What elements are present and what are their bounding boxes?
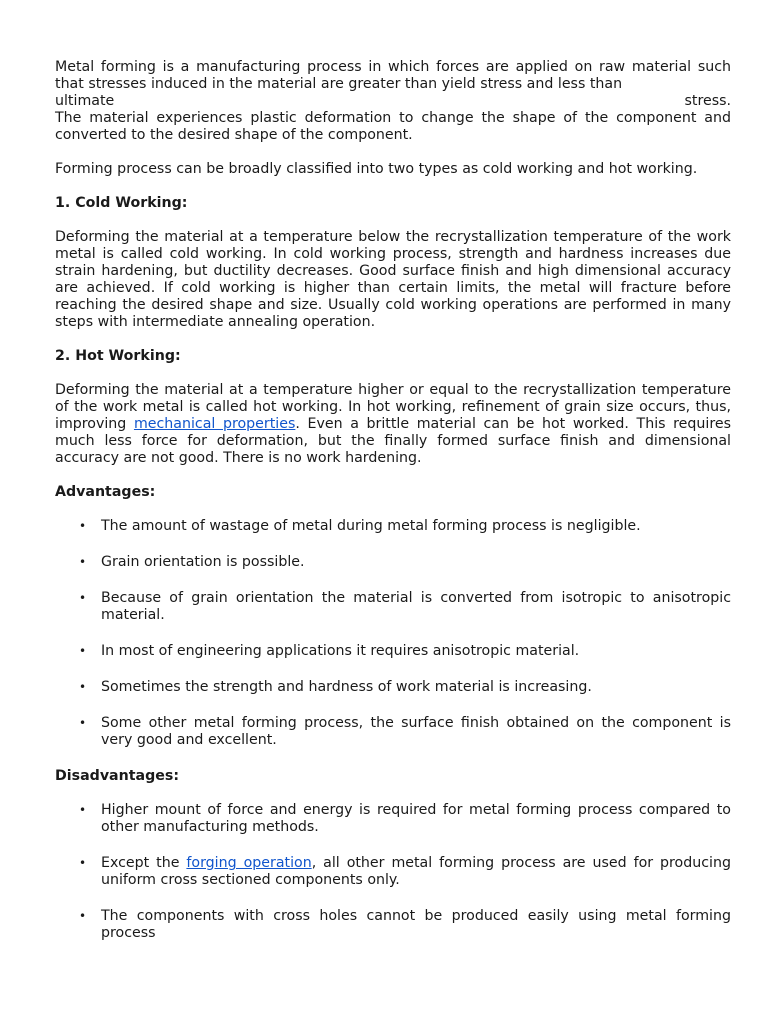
list-item (79, 802, 731, 836)
disadvantages-heading: Disadvantages: (55, 768, 179, 784)
intro-line-2-left: ultimate (55, 93, 115, 109)
bullet-icon: • (79, 909, 87, 923)
list-item-text: Some other metal forming process, the surface finish obtained on the component is very good and excellent. (101, 715, 731, 748)
classification-paragraph: Forming process can be broadly classified into two types as cold working and hot working. (55, 161, 698, 177)
list-item (79, 590, 731, 624)
list-item (79, 643, 731, 660)
mechanical-properties-link[interactable]: mechanical properties (133, 416, 296, 432)
list-item-text: The components with cross holes cannot be produced easily using metal forming process (101, 908, 731, 941)
list-item-text: In most of engineering applications it requires anisotropic material. (101, 643, 580, 659)
intro-paragraph (55, 59, 731, 144)
list-item (79, 715, 731, 749)
hot-working-text-2: . Even a brittle material can be hot worked. This requires much less force for deformation, but the finally formed surface finish and dimensional accuracy are not good. There is no work hardening. (55, 416, 731, 466)
list-item-text: Because of grain orientation the material is converted from isotropic to anisotropic material. (101, 590, 731, 623)
intro-line-2-right: stress. (684, 93, 731, 109)
list-item-text: Grain orientation is possible. (101, 554, 305, 570)
hot-working-heading: 2. Hot Working: (55, 348, 181, 364)
forging-text-2: , all other metal forming process are used for producing uniform cross sectioned components only. (101, 855, 731, 888)
bullet-icon: • (79, 680, 87, 694)
bullet-icon: • (79, 856, 87, 870)
forging-text-1: Except the (101, 855, 187, 871)
intro-line-2 (55, 93, 731, 110)
cold-working-heading: 1. Cold Working: (55, 195, 188, 211)
bullet-icon: • (79, 519, 87, 533)
intro-line-1: Metal forming is a manufacturing process in which forces are applied on raw material such that stresses induced in the material are greater than yield stress and less than (55, 59, 731, 92)
advantages-list (55, 518, 731, 749)
disadvantages-list (55, 802, 731, 942)
forging-operation-link[interactable]: forging operation (186, 855, 312, 871)
list-item-text (101, 855, 731, 888)
hot-working-paragraph (55, 382, 731, 467)
list-item-text: Sometimes the strength and hardness of work material is increasing. (101, 679, 592, 695)
list-item (79, 554, 731, 571)
bullet-icon: • (79, 716, 87, 730)
bullet-icon: • (79, 591, 87, 605)
list-item (79, 518, 731, 535)
list-item-text: Higher mount of force and energy is required for metal forming process compared to other manufacturing methods. (101, 802, 731, 835)
advantages-heading: Advantages: (55, 484, 156, 500)
bullet-icon: • (79, 803, 87, 817)
document-page (55, 59, 731, 961)
list-item (79, 855, 731, 889)
bullet-icon: • (79, 555, 87, 569)
list-item (79, 679, 731, 696)
cold-working-paragraph: Deforming the material at a temperature below the recrystallization temperature of the work metal is called cold working. In cold working process, strength and hardness increases due strain hardening, but ductility decreases. Good surface finish and high dimensional accuracy are achieved. If cold working is higher than certain limits, the metal will fracture before reaching the desired shape and size. Usually cold working operations are performed in many steps with intermediate annealing operation. (55, 229, 731, 330)
list-item-text: The amount of wastage of metal during metal forming process is negligible. (101, 518, 641, 534)
hot-working-text-1: Deforming the material at a temperature higher or equal to the recrystallization temperature of the work metal is called hot working. In hot working, refinement of grain size occurs, thus, improving (55, 382, 731, 432)
bullet-icon: • (79, 644, 87, 658)
list-item (79, 908, 731, 942)
intro-line-3: The material experiences plastic deformation to change the shape of the component and converted to the desired shape of the component. (55, 110, 731, 143)
